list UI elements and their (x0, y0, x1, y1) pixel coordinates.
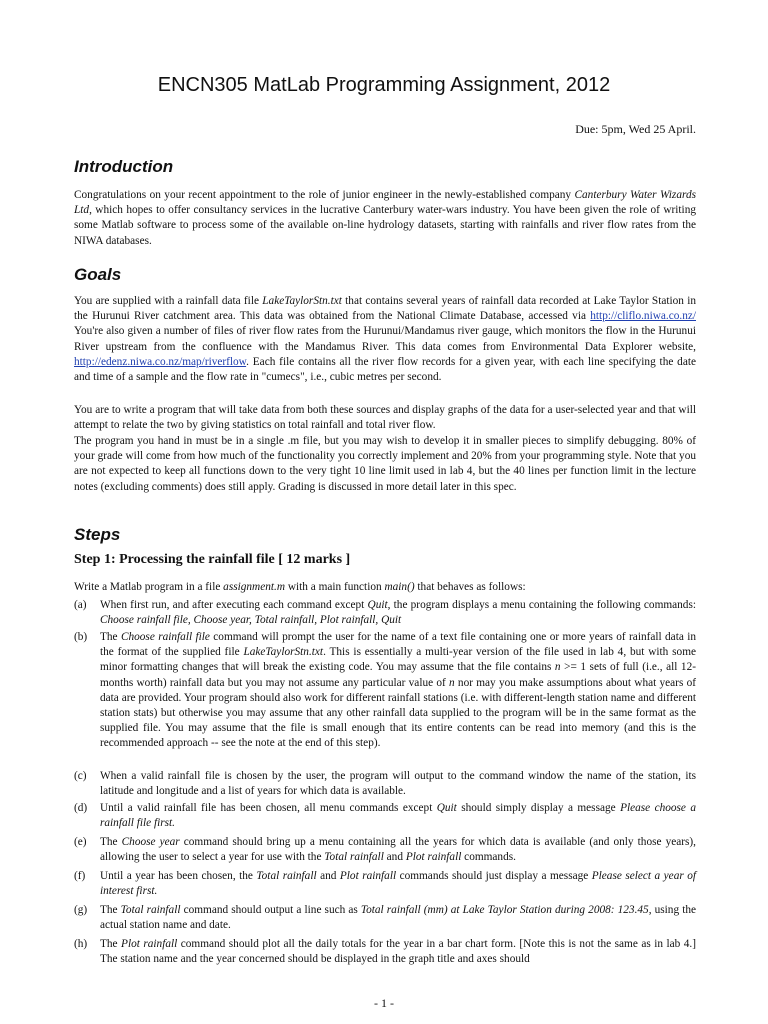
list-item-c: (c) When a valid rainfall file is chosen by the user, the program will output to the command window the name of the station, its latitude and longitude and a list of years for which data is available. (74, 770, 696, 798)
goals-paragraph-1: You are supplied with a rainfall data file LakeTaylorStn.txt that contains several years of rainfall data recorded at Lake Taylor Station in the Hurunui River catchment area. This data was obtained from the National Climate Database, accessed via http://cliflo.niwa.co.nz/ You're also given a number of files of river flow rates from the Hurunui/Mandamus river gauge, which monitors the flow in the Hurunui River upstream from the confluence with the Mandamus River. This data comes from Environmental Data Explorer website, http://edenz.niwa.co.nz/map/riverflow. Each file contains all the river flow records for a given year, with each line specifying the date and time of a sample and the flow rate in "cumecs", i.e., cubic metres per second. (74, 295, 696, 384)
item-label: (d) (74, 802, 88, 814)
item-label: (e) (74, 836, 87, 848)
list-item-g: (g) The Total rainfall command should output a line such as Total rainfall (mm) at Lake Taylor Station during 2008: 123.45, using the actual station name and date. (74, 904, 697, 932)
list-item-f: (f) Until a year has been chosen, the Total rainfall and Plot rainfall commands should just display a message Please select a year of interest first. (74, 870, 696, 898)
step1-heading: Step 1: Processing the rainfall file [ 12 marks ] (74, 552, 351, 567)
cliflo-link[interactable]: http://cliflo.niwa.co.nz/ (590, 310, 696, 323)
heading-goals: Goals (74, 265, 122, 284)
list-item-b: (b) The Choose rainfall file command will prompt the user for the name of a text file containing one or more years of rainfall data in the format of the supplied file LakeTaylorStn.txt. This is essentially a multi-year version of the file used in lab 4, but with some minor formatting changes that will break the existing code. You may assume that the file contains n >= 1 sets of full (i.e., all 12-months worth) rainfall data but you may not assume any particular value of n nor may you make assumptions about what years of data are provided. Your program should also work for different rainfall stations (i.e. with different-length station name and different station stats) but otherwise you may assume that any other rainfall data supplied to the program will be in the same format as the supplied file. You may assume that the file is small enough that its entire contents can be read into memory (and this is the recommended approach -- see the note at the end of this step). (74, 631, 697, 750)
item-label: (c) (74, 770, 87, 782)
item-label: (f) (74, 870, 86, 882)
item-label: (h) (74, 938, 88, 950)
list-item-e: (e) The Choose year command should bring up a menu containing all the years for which data is available (and only those years), allowing the user to select a year for use with the Total rainfall and Plot rainfall commands. (74, 836, 696, 864)
document-title: ENCN305 MatLab Programming Assignment, 2012 (157, 74, 611, 96)
intro-paragraph: Congratulations on your recent appointment to the role of junior engineer in the newly-established company Canterbury Water Wizards Ltd, which hopes to offer consultancy services in the lucrative Canterbury water-wars industry. You have been given the role of writing some Matlab software to process some of the available on-line hydrology datasets, starting with rainfalls and river flow rates from the NIWA databases. (74, 189, 696, 247)
goals-paragraph-3: The program you hand in must be in a single .m file, but you may wish to develop it in smaller pieces to simplify debugging. 80% of your grade will come from how much of the functionality you correctly implement and 20% from your programming style. Note that you are not expected to keep all functions down to the very tight 10 line limit used in lab 4, but the 40 lines per function limit in the lecture notes (excluding comments) does still apply. Grading is discussed in more detail later in this spec. (74, 435, 696, 493)
list-item-h: (h) The Plot rainfall command should plot all the daily totals for the year in a bar chart form. [Note this is not the same as in lab 4.] The station name and the year concerned should be displayed in the graph title and axes should (74, 938, 696, 966)
due-date: Due: 5pm, Wed 25 April. (575, 122, 696, 136)
list-item-a: (a) When first run, and after executing each command except Quit, the program displays a menu containing the following commands: Choose rainfall file, Choose year, Total rainfall, Plot rainfall, Quit (74, 599, 696, 627)
item-label: (a) (74, 599, 87, 611)
heading-steps: Steps (74, 525, 121, 544)
item-label: (g) (74, 904, 88, 916)
step1-intro: Write a Matlab program in a file assignment.m with a main function main() that behaves as follows: (74, 581, 526, 593)
item-label: (b) (74, 631, 88, 643)
list-item-d: (d) Until a valid rainfall file has been chosen, all menu commands except Quit should simply display a message Please choose a rainfall file first. (74, 802, 697, 830)
goals-paragraph-2: You are to write a program that will take data from both these sources and display graphs of the data for a user-selected year and that will attempt to relate the two by giving statistics on total rainfall and total river flow. (74, 404, 696, 432)
edenz-link[interactable]: http://edenz.niwa.co.nz/map/riverflow (74, 355, 247, 368)
heading-introduction: Introduction (74, 157, 174, 176)
page-number: - 1 - (374, 996, 394, 1010)
